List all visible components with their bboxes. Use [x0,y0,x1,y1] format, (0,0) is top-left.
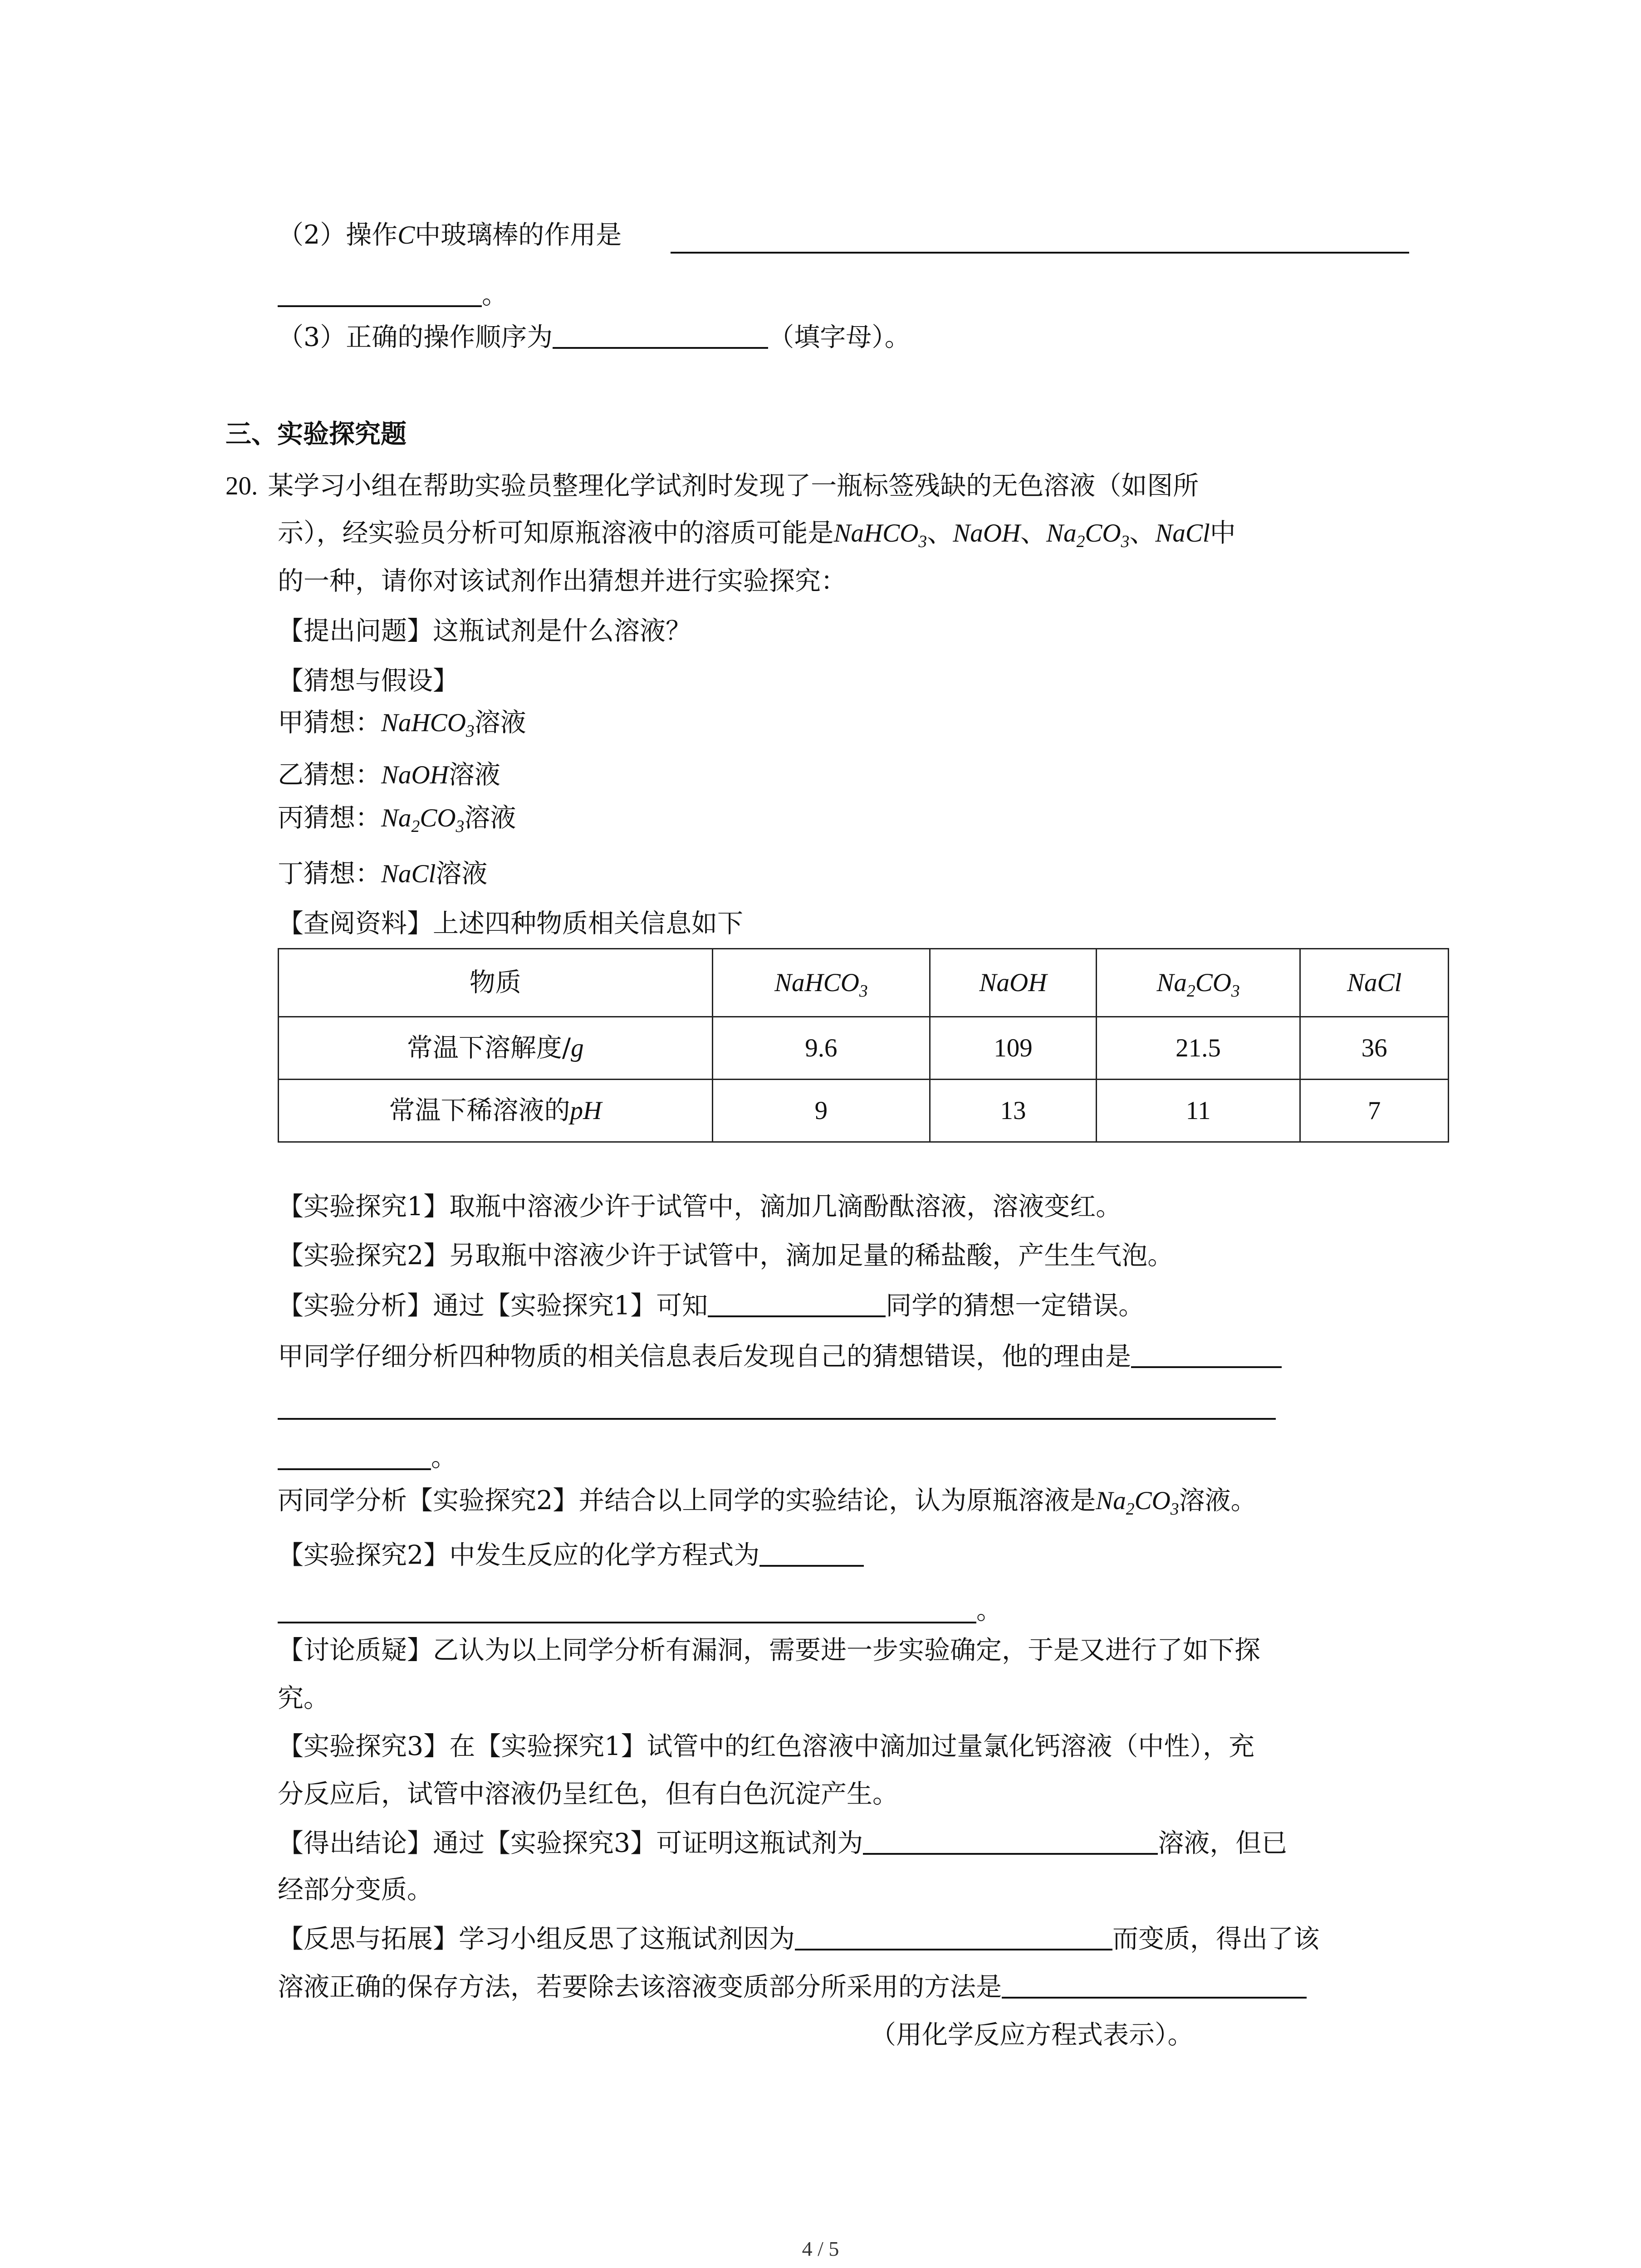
q19-part2-prefix: （2）操作 [278,220,398,250]
jia-reason-blank-c[interactable] [278,1468,431,1470]
separator: 、 [1020,518,1047,548]
table-header-na2co3: $Na_2CO_3$ [1096,949,1300,1017]
section-title: 三、实验探究题 [225,419,407,449]
exp2: 【实验探究2】另取瓶中溶液少许于试管中，滴加足量的稀盐酸，产生生气泡。 [278,1241,1174,1271]
analysis-line: 【实验分析】通过【实验探究1】可知 同学的猜想一定错误。 [278,1290,1145,1321]
q19-part2-end: 。 [482,280,508,310]
q19-part2-var: C [397,221,415,249]
guess-c: 丙猜想：$Na_2CO_3$溶液 [278,803,516,836]
table-cell: 11 [1096,1080,1300,1142]
table-header-nahco3: NaHCO$_3$ [712,949,930,1017]
chem-nahco3: NaHCO$_3$ [833,519,927,552]
exp3-line-1: 【实验探究3】在【实验探究1】试管中的红色溶液中滴加过量氯化钙溶液（中性），充 [278,1731,1255,1761]
chem-na2co3: $Na_2CO_3$ [1046,519,1130,552]
table-row-solubility [279,1017,1449,1080]
question-label: 【提出问题】这瓶试剂是什么溶液？ [278,616,691,646]
table-cell: 9.6 [712,1017,930,1080]
table-row-ph [279,1080,1449,1142]
equation-end: 。 [976,1595,1002,1625]
analysis-blank[interactable] [708,1292,886,1317]
table-cell: 21.5 [1096,1017,1300,1080]
q20-intro-line-2 [278,518,1236,552]
q20-intro-line-3: 的一种，请你对该试剂作出猜想并进行实验探究： [278,566,847,596]
jia-reason-end: 。 [431,1442,457,1472]
page-number: 4 / 5 [802,2237,839,2260]
q19-part2-suffix: 中玻璃棒的作用是 [415,220,622,250]
reflect-blank-b[interactable] [1002,1973,1307,1999]
q20-number: 20. [225,472,258,500]
guess-a: 甲猜想：NaHCO$_3$溶液 [278,708,526,741]
table-cell: 7 [1300,1080,1449,1142]
q20-intro-line-1 [225,473,1199,499]
jia-reason-blank-b[interactable] [278,1418,1276,1420]
jia-reason-blank-a[interactable] [1131,1343,1282,1368]
table-cell: 13 [930,1080,1097,1142]
reflect-blank-a[interactable] [795,1925,1112,1950]
table-header-nacl: NaCl [1300,949,1449,1017]
q19-part2-blank-a[interactable] [671,252,1409,254]
reflect-line-3: （用化学反应方程式表示）。 [870,2020,1194,2050]
discuss-line-1: 【讨论质疑】乙认为以上同学分析有漏洞，需要进一步实验确定，于是又进行了如下探 [278,1635,1260,1665]
hypothesis-title: 【猜想与假设】 [278,666,459,696]
q19-part2-line [278,222,622,248]
q19-part2-blank-b[interactable] [278,305,482,307]
equation-blank-a[interactable] [759,1541,864,1567]
q19-part3-blank[interactable] [553,323,768,349]
q19-part3-suffix: （填字母）。 [768,322,911,352]
q19-part3-prefix: （3）正确的操作顺序为 [278,322,553,352]
q20-intro-1: 某学习小组在帮助实验员整理化学试剂时发现了一瓶标签残缺的无色溶液（如图所 [268,471,1199,501]
discuss-line-2: 究。 [278,1683,329,1713]
table-header-label: 物质 [279,949,713,1017]
chem-naoh: NaOH [953,519,1021,547]
q20-intro-2-end: 中 [1210,518,1236,548]
exp3-line-2: 分反应后，试管中溶液仍呈红色，但有白色沉淀产生。 [278,1779,898,1809]
separator: 、 [927,518,953,548]
jia-reason-line: 甲同学仔细分析四种物质的相关信息表后发现自己的猜想错误，他的理由是 [278,1343,1282,1370]
equation-line: 【实验探究2】中发生反应的化学方程式为 [278,1541,864,1569]
guess-b: 乙猜想：NaOH溶液 [278,760,500,790]
conclusion-line: 【得出结论】通过【实验探究3】可证明这瓶试剂为 溶液，但已 [278,1828,1288,1858]
chem-nacl: NaCl [1155,519,1210,547]
reflect-line-2: 溶液正确的保存方法，若要除去该溶液变质部分所采用的方法是 [278,1973,1307,2000]
table-header-row [279,949,1449,1017]
exp1: 【实验探究1】取瓶中溶液少许于试管中，滴加几滴酚酞溶液，溶液变红。 [278,1192,1122,1222]
data-lookup: 【查阅资料】上述四种物质相关信息如下 [278,909,743,938]
conclusion-blank[interactable] [863,1829,1158,1855]
conclusion-line-2: 经部分变质。 [278,1875,433,1905]
equation-blank-b[interactable] [278,1622,976,1623]
table-row-label: 常温下稀溶液的pH [279,1080,713,1142]
q20-intro-2: 示），经实验员分析可知原瓶溶液中的溶质可能是 [278,518,834,548]
separator: 、 [1129,518,1156,548]
reflect-line-1: 【反思与拓展】学习小组反思了这瓶试剂因为 而变质，得出了该 [278,1924,1319,1954]
table-row-label: 常温下溶解度/g [279,1017,713,1080]
q19-part3-line [278,323,911,351]
info-table [278,948,1449,1143]
table-header-naoh: NaOH [930,949,1097,1017]
table-cell: 36 [1300,1017,1449,1080]
table-cell: 9 [712,1080,930,1142]
bing-line: 丙同学分析【实验探究2】并结合以上同学的实验结论，认为原瓶溶液是$Na_2CO_3$溶液。 [278,1486,1257,1519]
table-cell: 109 [930,1017,1097,1080]
guess-d: 丁猜想：NaCl溶液 [278,859,488,889]
